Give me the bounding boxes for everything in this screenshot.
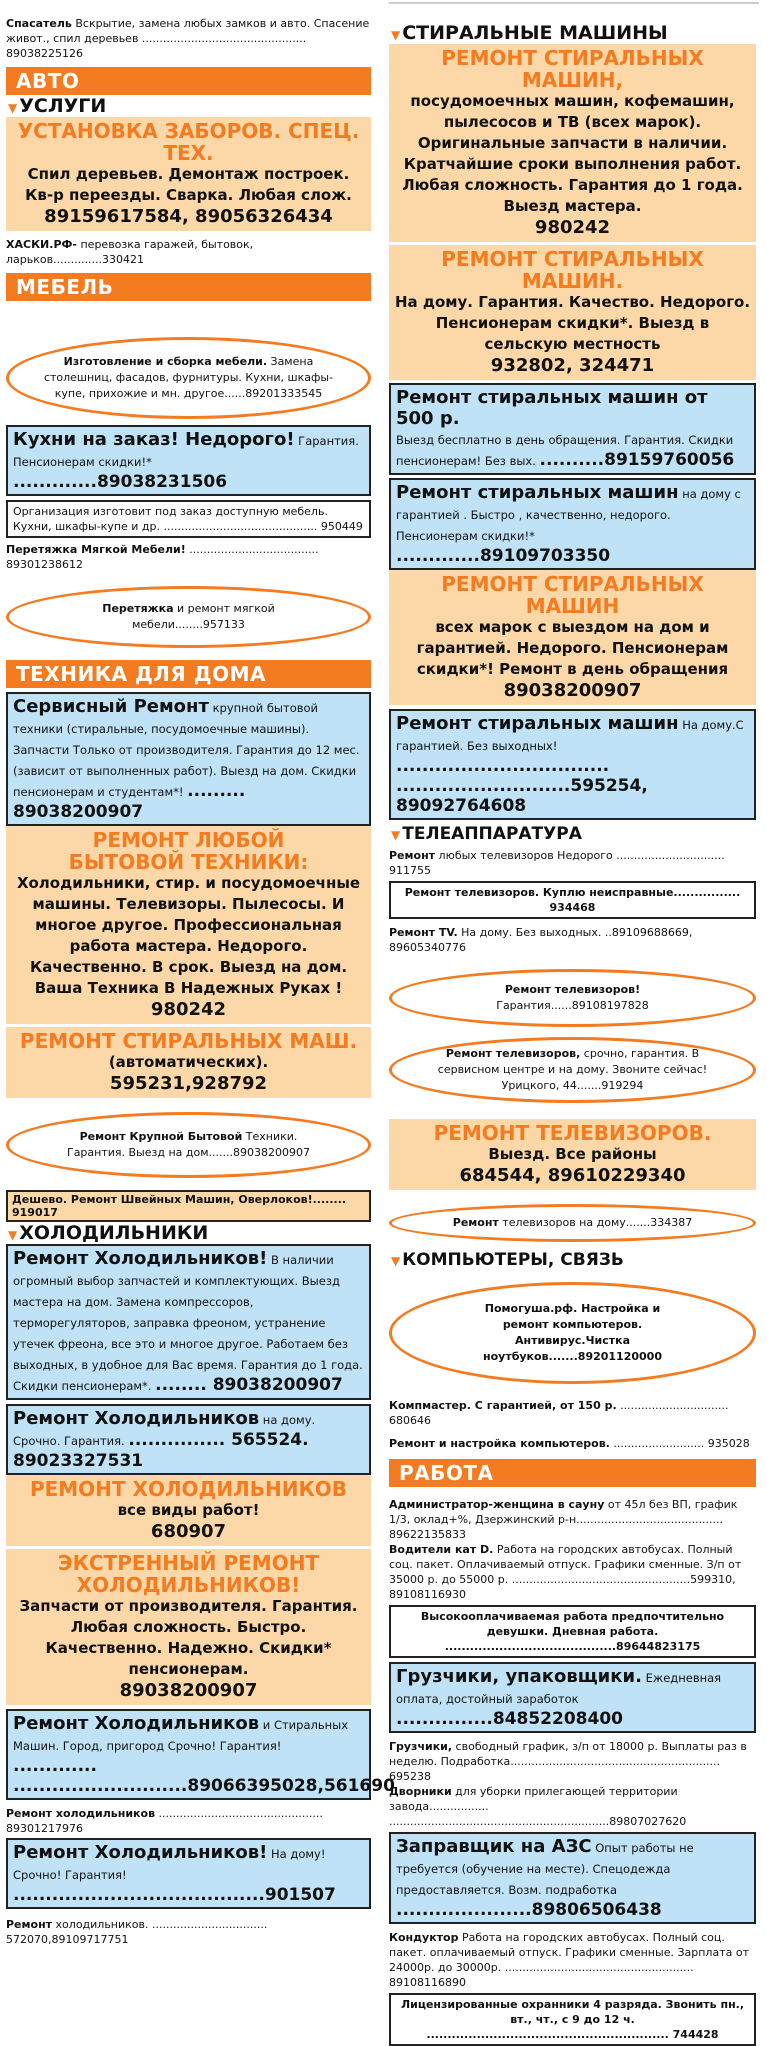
ad-name: Ремонт Крупной Бытовой (79, 1130, 243, 1143)
ad-text: все виды работ! (117, 1501, 260, 1519)
ad-name: Дворники (389, 1785, 452, 1798)
triangle-icon: ▼ (391, 28, 401, 42)
ad-name: Грузчики, упаковщики. (396, 1666, 642, 1687)
ad-tv-7 (389, 1204, 756, 1242)
ad-text: свободный график, з/п от 18000 р. Выплаты раз в неделю. Подработка............................................................ 695238 (389, 1740, 747, 1783)
ad-name: ХАСКИ.РФ- (6, 238, 77, 251)
ad-holodilniki-2 (6, 1404, 371, 1475)
ad-text: ............................................... 89301217976 (6, 1807, 323, 1835)
subsection-uslugi (6, 95, 371, 117)
ad-headline: РЕМОНТ ЛЮБОЙ (92, 828, 285, 852)
ad-name: Перетяжка Мягкой Мебели! (6, 543, 186, 556)
subsection-holodilniki (6, 1222, 371, 1244)
ad-name: Ремонт TV. (389, 926, 458, 939)
ad-text: На дому. Гарантия. Качество. Недорого. Пенсионерам скидки*. Выезд в сельскую местность (394, 293, 751, 353)
ad-text: Выезд. Все районы (488, 1145, 657, 1163)
ad-text: Работа на городских автобусах. Полный соц. пакет. Оплачиваемый отпуск. Графики сменные. З/п от 35000 р. до 55000 р. ...................................................599310, 89108116930 (389, 1543, 742, 1601)
ad-phone: 89038200907 (119, 1680, 258, 1701)
subsection-label: СТИРАЛЬНЫЕ МАШИНЫ (402, 22, 668, 44)
ad-haski (6, 237, 371, 267)
ad-text: Замена столешниц, фасадов, фурнитуры. Кухни, шкафы-купе, прихожие и мн. другое......89201333545 (43, 355, 334, 400)
ad-phone: ............... 565524. 89023327531 (13, 1430, 309, 1471)
ad-text: Работа на городских автобусах. Полный соц. пакет. оплачиваемый отпуск. Графики сменные. Зарплата от 24000р. до 30000р. ...................................................... 89108116890 (389, 1931, 749, 1989)
ad-headline: УСТАНОВКА ЗАБОРОВ. СПЕЦ. ТЕХ. (17, 119, 360, 165)
ad-holodilniki-4 (6, 1549, 371, 1705)
ad-izgotovlenie (6, 337, 371, 419)
ad-text: посудомоечных машин, кофемашин, пылесосов и ТВ (всех марок). Оригинальные запчасти в наличии. Кратчайшие сроки выполнения работ. Любая сложность. Гарантия до 1 года. Выезд мастера. (402, 92, 743, 215)
triangle-icon: ▼ (8, 1228, 18, 1242)
ad-text: Ежедневная оплата, достойный заработок (396, 1671, 722, 1706)
ad-name: Спасатель (6, 17, 72, 30)
ad-phone: .............89038231506 (13, 472, 228, 492)
ad-peretyazhka-oval (6, 586, 371, 648)
ad-text: крупной бытовой техники (стиральные, посудомоечные машины). Запчасти Только от производителя. Гарантия до 12 мес. (зависит от выполненных работ). Выезд на дом. Скидки пенсионерам и студентам*! (13, 701, 360, 799)
ad-stir-4 (389, 478, 756, 570)
right-column (389, 0, 756, 2046)
ad-rabota-5 (389, 1739, 756, 1784)
ad-tv-4 (389, 969, 756, 1027)
ad-name: Ремонт (389, 849, 436, 862)
ad-holodilniki-3 (6, 1475, 371, 1546)
ad-zapravshchik (389, 1832, 756, 1924)
ad-headline: БЫТОВОЙ ТЕХНИКИ: (68, 850, 309, 874)
subsection-label: УСЛУГИ (19, 95, 107, 117)
ad-text: Запчасти от производителя. Гарантия. Любая сложность. Быстро. Качественно. Надежно. Скидки* пенсионерам. (19, 1597, 358, 1678)
subsection-label: ТЕЛЕАППАРАТУРА (402, 824, 582, 844)
ad-name: Ремонт холодильников (6, 1807, 156, 1820)
ad-kuhni (6, 425, 371, 496)
subsection-label: КОМПЬЮТЕРЫ, СВЯЗЬ (402, 1250, 624, 1270)
left-column (6, 0, 395, 1947)
ad-text: на дому. Срочно. Гарантия. (13, 1413, 316, 1448)
ad-text: перевозка гаражей, бытовок, ларьков..............330421 (6, 238, 254, 266)
ad-headline: РЕМОНТ ХОЛОДИЛЬНИКОВ (29, 1477, 348, 1501)
ad-phone: 89038200907 (503, 680, 642, 701)
ad-pomogusha: Помогуша.рф. Настройка и ремонт компьютеров. Антивирус.Чистка ноутбуков.......89201120000 (389, 1282, 756, 1384)
ad-zabory (6, 117, 371, 231)
triangle-icon: ▼ (391, 1254, 401, 1268)
ad-headline: РЕМОНТ ТЕЛЕВИЗОРОВ. (433, 1121, 712, 1145)
ad-name: Ремонт (452, 1216, 499, 1229)
ad-krupnoy-tehniki (6, 1112, 371, 1178)
ad-holodilniki-6 (6, 1806, 371, 1836)
ad-headline: ХОЛОДИЛЬНИКОВ! (76, 1573, 301, 1597)
section-tehnika: ТЕХНИКА ДЛЯ ДОМА (6, 660, 371, 688)
ad-name: Ремонт Холодильников! (13, 1248, 268, 1269)
ad-text: срочно, гарантия. В сервисном центре и на дому. Звоните сейчас! Урицкого, 44.......919294 (437, 1047, 708, 1092)
ad-remont-stir-mash (6, 1027, 371, 1098)
ad-servisny-remont (6, 692, 371, 826)
triangle-icon: ▼ (8, 101, 18, 115)
ad-name: Ремонт Холодильников (13, 1408, 260, 1429)
ad-tv-6 (389, 1119, 756, 1190)
ad-tv-5 (389, 1037, 756, 1103)
ad-tv-2: Ремонт телевизоров. Куплю неисправные................ 934468 (389, 881, 756, 919)
ad-text: .......................... 935028 (609, 1437, 750, 1450)
ad-rabota-1 (389, 1497, 756, 1542)
subsection-teleapparatura (389, 824, 756, 844)
subsection-stiralnye (389, 22, 756, 44)
ad-text: На дому! Срочно! Гарантия! (13, 1847, 326, 1882)
ad-holodilniki-5 (6, 1709, 395, 1800)
ad-text: Спил деревьев. Демонтаж построек. (27, 165, 350, 183)
ad-phone: ..........89159760056 (539, 450, 735, 470)
ad-name: Ремонт телевизоров! (504, 983, 641, 996)
ad-name: Ремонт и настройка компьютеров. (389, 1437, 610, 1450)
triangle-icon: ▼ (391, 828, 401, 842)
ad-name: Кухни на заказ! Недорого! (13, 429, 295, 450)
ad-phone: 684544, 89610229340 (459, 1165, 686, 1186)
ad-text: В наличии огромный выбор запчастей и комплектующих. Выезд мастера на дом. Замена компрессоров, терморегуляторов, заправка фреоном, устранение утечек фреона, все это и многое другое. Работаем без выходных, в удобное для Вас время. Гарантия до 1 года. Скидки пенсионерам*. (13, 1253, 363, 1393)
ad-phone: ................................. ...........................595254, 89092764608 (396, 756, 648, 816)
ad-name: Ремонт Холодильников (13, 1713, 260, 1734)
ad-text: телевизоров на дому.......334387 (498, 1216, 693, 1229)
ad-phone: ............. ...........................89066395028,561690 (13, 1756, 395, 1796)
ad-remont-lyuboy (6, 826, 371, 1024)
ad-name: Ремонт Холодильников! (13, 1842, 268, 1863)
ad-name: Перетяжка (102, 602, 174, 615)
ad-name: Ремонт телевизоров, (445, 1047, 581, 1060)
ad-phone: 89159617584, 89056326434 (44, 206, 333, 227)
section-rabota: РАБОТА (389, 1459, 756, 1487)
ad-text: Опыт работы не требуется (обучение на месте). Спецодежда предоставляется. Возм. подработка (396, 1841, 694, 1897)
ad-tv-1 (389, 848, 756, 878)
ad-shveynye-mashiny: Дешево. Ремонт Швейных Машин, Оверлоков!........ 919017 (6, 1190, 371, 1222)
ad-name: Сервисный Ремонт (13, 696, 209, 717)
ad-text: Техники. Гарантия. Выезд на дом.......89038200907 (66, 1130, 310, 1159)
ad-holodilniki-1 (6, 1244, 371, 1400)
ad-text: Гарантия......89108197828 (496, 999, 649, 1012)
ad-name: Ремонт стиральных машин (396, 482, 679, 503)
ad-name: Изготовление и сборка мебели. (63, 355, 268, 368)
ad-name: Ремонт стиральных машин (396, 713, 679, 734)
ad-phone: 595231,928792 (109, 1073, 268, 1094)
ad-nastroyka (389, 1436, 756, 1451)
ad-phone: ........ 89038200907 (155, 1375, 343, 1395)
ad-headline: РЕМОНТ СТИРАЛЬНЫХ МАШИН (441, 572, 704, 618)
ad-stir-3 (389, 383, 756, 475)
ad-holodilniki-8 (6, 1917, 371, 1947)
ad-phone: ...............84852208400 (396, 1709, 623, 1729)
ad-name: Заправщик на АЗС (396, 1836, 592, 1857)
section-avto: АВТО (6, 67, 371, 95)
ad-rabota-6 (389, 1784, 756, 1829)
section-mebel: МЕБЕЛЬ (6, 273, 371, 301)
ad-text: на дому с гарантией . Быстро , качественно, недорого. Пенсионерам скидки!* (396, 487, 741, 543)
ad-stir-1 (389, 44, 756, 242)
ad-text: Кв-р переезды. Сварка. Любая слож. (25, 186, 352, 204)
ad-text: ..................................... 89301238612 (6, 543, 319, 571)
ad-phone: .....................89806506438 (396, 1900, 662, 1920)
ad-name: Грузчики, (389, 1740, 453, 1753)
ad-text: Вскрытие, замена любых замков и авто. Спасение живот., спил деревьев ............................................... 89038225126 (6, 17, 370, 60)
ad-text: На дому. Без выходных. ..89109688669, 89605340776 (389, 926, 693, 954)
ad-phone: 980242 (534, 217, 611, 238)
ad-spasatel (6, 16, 371, 61)
subsection-label: ХОЛОДИЛЬНИКИ (19, 1222, 209, 1244)
ad-ohranniki: Лицензированные охранники 4 разряда. Звонить пн., вт., чт., с 9 до 12 ч. .......................................................... 744428 (389, 1993, 756, 2046)
ad-phone: 680907 (150, 1521, 227, 1542)
ad-organizaciya: Организация изготовит под заказ доступную мебель. Кухни, шкафы-купе и др. ............................................ 950449 (6, 500, 371, 538)
ad-name: Ремонт стиральных машин от 500 р. (396, 387, 708, 429)
ad-headline: РЕМОНТ СТИРАЛЬНЫХ МАШ. (19, 1029, 358, 1053)
ad-name: Водители кат D. (389, 1543, 494, 1556)
ad-text: На дому.С гарантией. Без выходных! (396, 718, 744, 753)
ad-text: ............................... 680646 (389, 1399, 729, 1427)
ad-text: для уборки прилегающей территории завода................. ...............................................................89807027620 (389, 1785, 687, 1828)
ad-text: всех марок с выездом на дом и гарантией. Недорого. Пенсионерам скидки*! Ремонт в день обращения (416, 618, 729, 678)
ad-konduktor (389, 1930, 756, 1990)
ad-phone: .............89109703350 (396, 546, 611, 566)
ad-phone: .......................................901507 (13, 1885, 336, 1905)
subsection-kompyutery (389, 1250, 756, 1270)
ad-text: и Стиральных Машин. Город, пригород Срочно! Гарантия! (13, 1718, 349, 1753)
ad-stir-6 (389, 709, 756, 820)
ad-text: холодильников. ................................. 572070,89109717751 (6, 1918, 268, 1946)
ad-text: (автоматических). (108, 1053, 269, 1071)
ad-stir-2 (389, 245, 756, 380)
ad-text: и ремонт мягкой мебели........957133 (132, 602, 275, 631)
ad-text: Выезд бесплатно в день обращения. Гарантия. Скидки пенсионерам! Без вых. (396, 433, 734, 468)
ad-text: Гарантия. Пенсионерам скидки!* (13, 434, 359, 469)
ad-holodilniki-7 (6, 1838, 371, 1909)
ad-kompmaster (389, 1398, 756, 1428)
ad-phone: 932802, 324471 (490, 355, 655, 376)
ad-name: Кондуктор (389, 1931, 459, 1944)
ad-rabota-2 (389, 1542, 756, 1602)
ad-text: любых телевизоров Недорого ............................... 911755 (389, 849, 725, 877)
ad-name: Ремонт (6, 1918, 53, 1931)
ad-peretyazhka (6, 542, 371, 572)
ad-gruzchiki (389, 1662, 756, 1733)
ad-text: Холодильники, стир. и посудомоечные машины. Телевизоры. Пылесосы. И многое другое. Профессиональная работа мастера. Недорого. Качественно. В срок. Выезд на дом. Ваша Техника В Надежных Руках ! (16, 874, 361, 997)
ad-text: от 45л без ВП, график 1/3, оклад+%, Дзержинский р-н.......................................... 89622135833 (389, 1498, 738, 1541)
ad-tv-3 (389, 925, 756, 955)
ad-phone: 980242 (150, 999, 227, 1020)
ad-rabota-3: Высокооплачиваемая работа предпочтительно девушки. Дневная работа. .........................................89644823175 (389, 1605, 756, 1658)
ad-headline: ЭКСТРЕННЫЙ РЕМОНТ (57, 1551, 320, 1575)
ad-headline: РЕМОНТ СТИРАЛЬНЫХ МАШИН, (441, 46, 704, 92)
ad-name: Компмастер. С гарантией, от 150 р. (389, 1399, 617, 1412)
ad-name: Администратор-женщина в сауну (389, 1498, 605, 1511)
ad-phone: ......... 89038200907 (13, 781, 246, 822)
ad-headline: РЕМОНТ СТИРАЛЬНЫХ МАШИН. (441, 247, 704, 293)
ad-stir-5 (389, 570, 756, 705)
